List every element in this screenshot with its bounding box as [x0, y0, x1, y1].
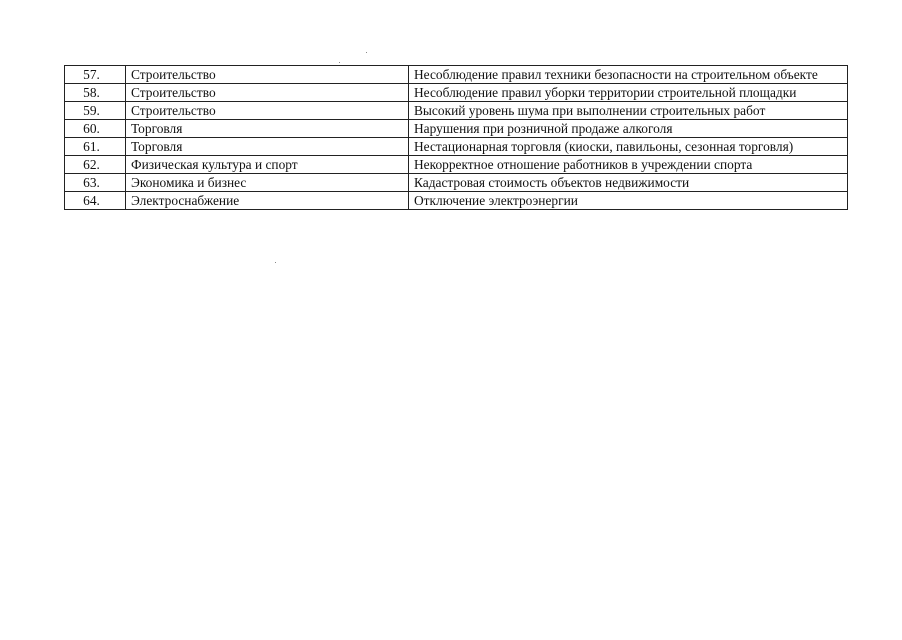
row-description: Высокий уровень шума при выполнении строительных работ [409, 102, 848, 120]
row-number: 57. [65, 66, 126, 84]
table-row [65, 174, 848, 192]
table-row [65, 138, 848, 156]
row-description: Нарушения при розничной продаже алкоголя [409, 120, 848, 138]
row-category: Строительство [126, 66, 409, 84]
row-description: Нестационарная торговля (киоски, павильоны, сезонная торговля) [409, 138, 848, 156]
row-category: Торговля [126, 120, 409, 138]
row-number: 62. [65, 156, 126, 174]
row-description: Отключение электроэнергии [409, 192, 848, 210]
scan-speck [366, 52, 367, 53]
row-description: Несоблюдение правил уборки территории строительной площадки [409, 84, 848, 102]
row-category: Физическая культура и спорт [126, 156, 409, 174]
row-number: 60. [65, 120, 126, 138]
row-number: 58. [65, 84, 126, 102]
row-category: Экономика и бизнес [126, 174, 409, 192]
table-row [65, 66, 848, 84]
row-description: Кадастровая стоимость объектов недвижимости [409, 174, 848, 192]
row-category: Строительство [126, 102, 409, 120]
topics-table [64, 65, 848, 210]
table-row [65, 120, 848, 138]
table-row [65, 156, 848, 174]
row-number: 63. [65, 174, 126, 192]
table-row [65, 192, 848, 210]
table-row [65, 102, 848, 120]
scan-speck [275, 262, 276, 263]
row-description: Некорректное отношение работников в учреждении спорта [409, 156, 848, 174]
row-number: 61. [65, 138, 126, 156]
scan-speck [339, 62, 340, 63]
row-category: Торговля [126, 138, 409, 156]
row-category: Строительство [126, 84, 409, 102]
row-category: Электроснабжение [126, 192, 409, 210]
table-row [65, 84, 848, 102]
row-description: Несоблюдение правил техники безопасности на строительном объекте [409, 66, 848, 84]
row-number: 59. [65, 102, 126, 120]
row-number: 64. [65, 192, 126, 210]
